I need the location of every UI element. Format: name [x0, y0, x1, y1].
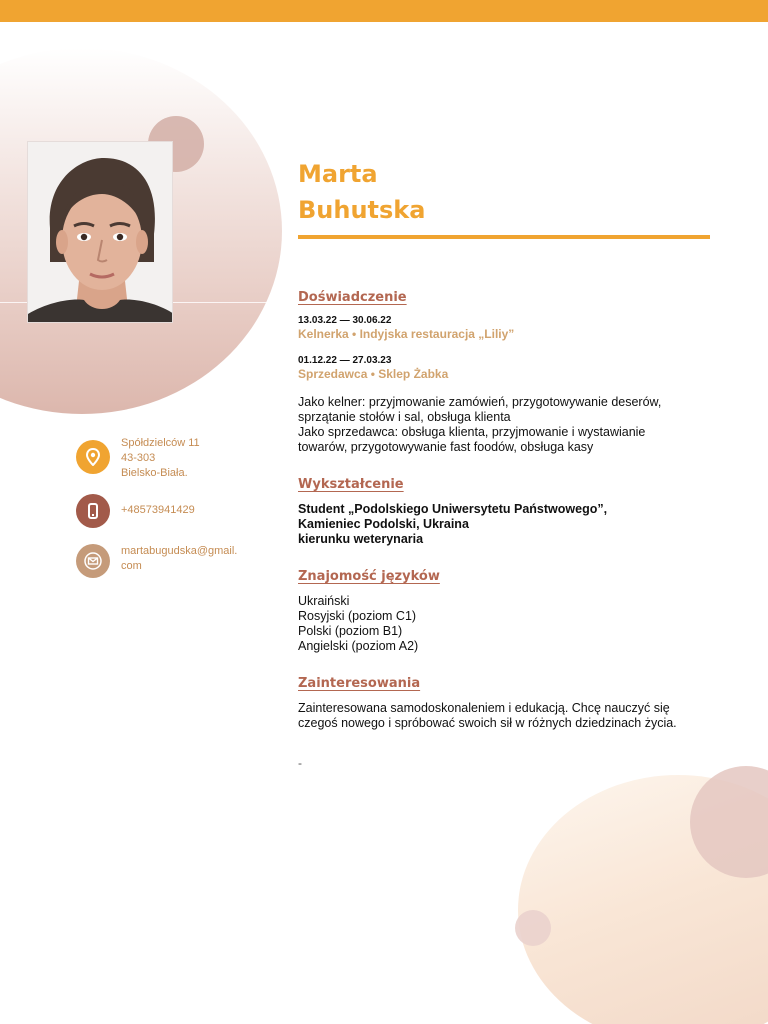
education-section: [298, 475, 728, 547]
email-address[interactable]: martabugudska@gmail.com: [121, 545, 238, 572]
contact-address: [76, 437, 241, 481]
footer-mark: -: [298, 756, 302, 770]
language-item: Ukraiński: [298, 594, 350, 608]
phone-icon: [76, 494, 110, 528]
experience-heading: Doświadczenie: [298, 290, 407, 305]
first-name: Marta: [298, 160, 378, 188]
address-postcode: 43-303: [121, 452, 156, 464]
education-heading: Wykształcenie: [298, 477, 404, 492]
language-item: Polski (poziom B1): [298, 624, 403, 638]
profile-photo: [27, 141, 173, 323]
experience-section: [298, 288, 728, 455]
description-line: Jako sprzedawca: obsługa klienta, przyjmowanie i wystawianie: [298, 425, 646, 439]
language-item: Angielski (poziom A2): [298, 639, 419, 653]
job-dates: 13.03.22 — 30.06.22: [298, 315, 392, 326]
job-dates: 01.12.22 — 27.03.23: [298, 355, 392, 366]
description-line: towarów, przygotowywanie fast foodów, obsługa kasy: [298, 440, 594, 454]
education-line: kierunku weterynaria: [298, 532, 424, 546]
address-street: Spółdzielców 11: [121, 437, 200, 449]
main-content: [298, 288, 728, 731]
interests-line: czegoś nowego i spróbować swoich sił w różnych dziedzinach życia.: [298, 716, 677, 730]
job-role: Sprzedawca • Sklep Żabka: [298, 367, 449, 381]
education-line: Kamieniec Podolski, Ukraina: [298, 517, 469, 531]
interests-heading: Zainteresowania: [298, 676, 421, 691]
person-name: [298, 156, 718, 228]
contact-phone: [76, 494, 241, 528]
contact-email: [76, 544, 241, 578]
description-line: sprzątanie stołów i sal, obsługa klienta: [298, 410, 511, 424]
interests-line: Zainteresowana samodoskonaleniem i edukacją. Chcę nauczyć się: [298, 701, 670, 715]
languages-section: [298, 567, 728, 654]
decorative-dot-right-small: [515, 910, 551, 946]
address-city: Bielsko-Biała.: [121, 467, 188, 479]
education-line: Student „Podolskiego Uniwersytetu Państwowego”,: [298, 502, 608, 516]
location-pin-icon: [76, 440, 110, 474]
description-line: Jako kelner: przyjmowanie zamówień, przygotowywanie deserów,: [298, 395, 662, 409]
last-name: Buhutska: [298, 196, 426, 224]
job-role: Kelnerka • Indyjska restauracja „Liliy”: [298, 327, 515, 341]
language-item: Rosyjski (poziom C1): [298, 609, 417, 623]
name-divider: [298, 235, 710, 239]
top-accent-bar: [0, 0, 768, 22]
languages-heading: Znajomość języków: [298, 569, 440, 584]
interests-section: [298, 674, 728, 731]
envelope-icon: [76, 544, 110, 578]
experience-description: [298, 395, 728, 455]
phone-number[interactable]: +48573941429: [121, 504, 195, 516]
